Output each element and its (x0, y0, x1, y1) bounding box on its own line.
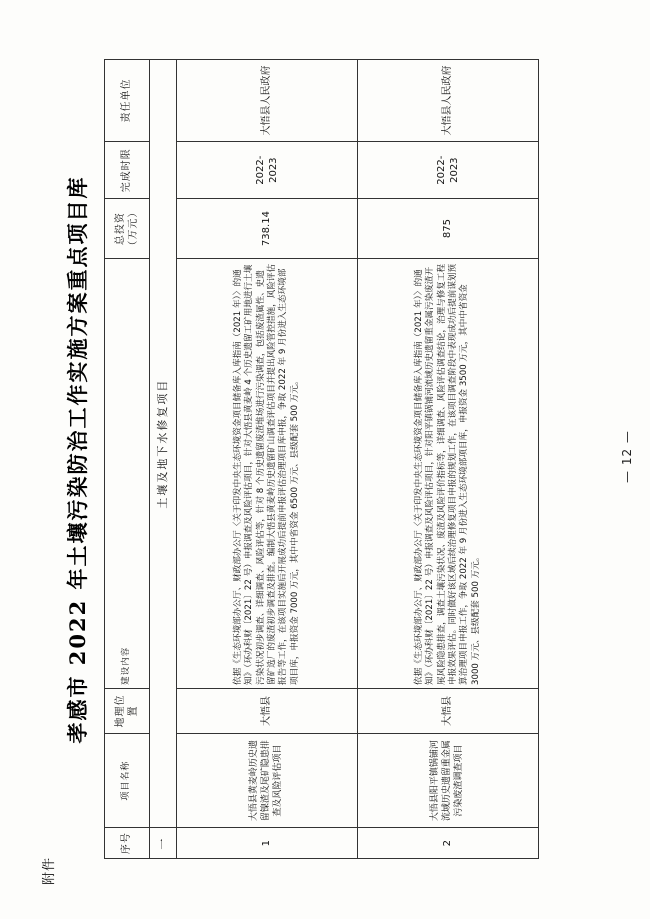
column-header-deadline: 完成时限 (105, 142, 150, 199)
column-header-investment: 总投资（万元） (105, 199, 150, 258)
cell-no: 2 (358, 828, 539, 859)
cell-name: 大悟县黄麦岭历史遗留镍渣及尾矿隐患排查及风险评估项目 (177, 734, 358, 828)
cell-deadline: 2022-2023 (177, 142, 358, 199)
column-header-no: 序号 (105, 828, 150, 859)
column-header-name: 项目名称 (105, 734, 150, 828)
column-header-unit: 责任单位 (105, 60, 150, 142)
page-title: 孝感市 2022 年土壤污染防治工作实施方案重点项目库 (65, 175, 90, 744)
project-table (104, 59, 539, 859)
cell-deadline: 2022-2023 (358, 142, 539, 199)
section-label: 土壤及地下水修复项目 (150, 60, 177, 828)
cell-name: 大悟县阳平镇锅铺河流域历史遗留重金属污染废渣调查项目 (358, 734, 539, 828)
column-header-geo: 地理位置 (105, 688, 150, 733)
cell-geo: 大悟县 (177, 688, 358, 733)
cell-content: 依据《生态环境部办公厅、财政部办公厅〈关于印发中央生态环境资金项目储备库入库指南（2021 年）〉的通知》（环办科财〔2021〕22 号）申报调查及风险评估项目，针对大悟县黄麦岭 4 个历史遗留工矿用地进行土壤污染状况初步调查、详细调查、风险评估等，针对 8 个历史遗留废渣堆场进行污染调查，包括废渣属性、史遗留矿选厂的废渣初步调查及排查。编制大悟县黄麦岭历史遗留矿山调查评估项目并提出风险管控措施，风险评估报告等工作，在该项目实施后开展成功后提前申报评估治理项目库申报，争取 2022 年 9 月份进入生态环境部项目库，申报资金 7000 万元，其中中省资金 6500 万元、县级配套 500 万元。 (177, 258, 358, 688)
cell-unit: 大悟县人民政府 (177, 60, 358, 142)
cell-geo: 大悟县 (358, 688, 539, 733)
table-header-row (105, 60, 150, 859)
cell-no: 1 (177, 828, 358, 859)
page-number: — 12 — (620, 430, 634, 483)
table-row (177, 60, 358, 859)
cell-investment: 738.14 (177, 199, 358, 258)
attachment-label: 附件 (42, 856, 57, 885)
section-row (150, 60, 177, 859)
cell-content: 依据《生态环境部办公厅、财政部办公厅〈关于印发中央生态环境资金项目储备库入库指南（2021 年）〉的通知》（环办科财〔2021〕22 号）申报调查及风险评估项目，针对阳平镇锅铺河流域历史遗留重金属污染废渣开展风险隐患排查，调查土壤污染状况、废渣及风险评价指标等，详细调查、风险评估调查结论，治理与修复工程申报效果评估。同时做好该区域后续治理修复项目申报的规划工作，在该项目调查阶段中表现成功后提前谋划预算治理项目申报工作，争取 2022 年 9 月份进入生态环境部项目库，申报资金 3500 万元，其中中省资金 3000 万元、县级配套 500 万元。 (358, 258, 539, 688)
table-row (358, 60, 539, 859)
column-header-content: 建设内容 (105, 258, 150, 688)
cell-unit: 大悟县人民政府 (358, 60, 539, 142)
section-index: 一 (150, 828, 177, 859)
cell-investment: 875 (358, 199, 539, 258)
